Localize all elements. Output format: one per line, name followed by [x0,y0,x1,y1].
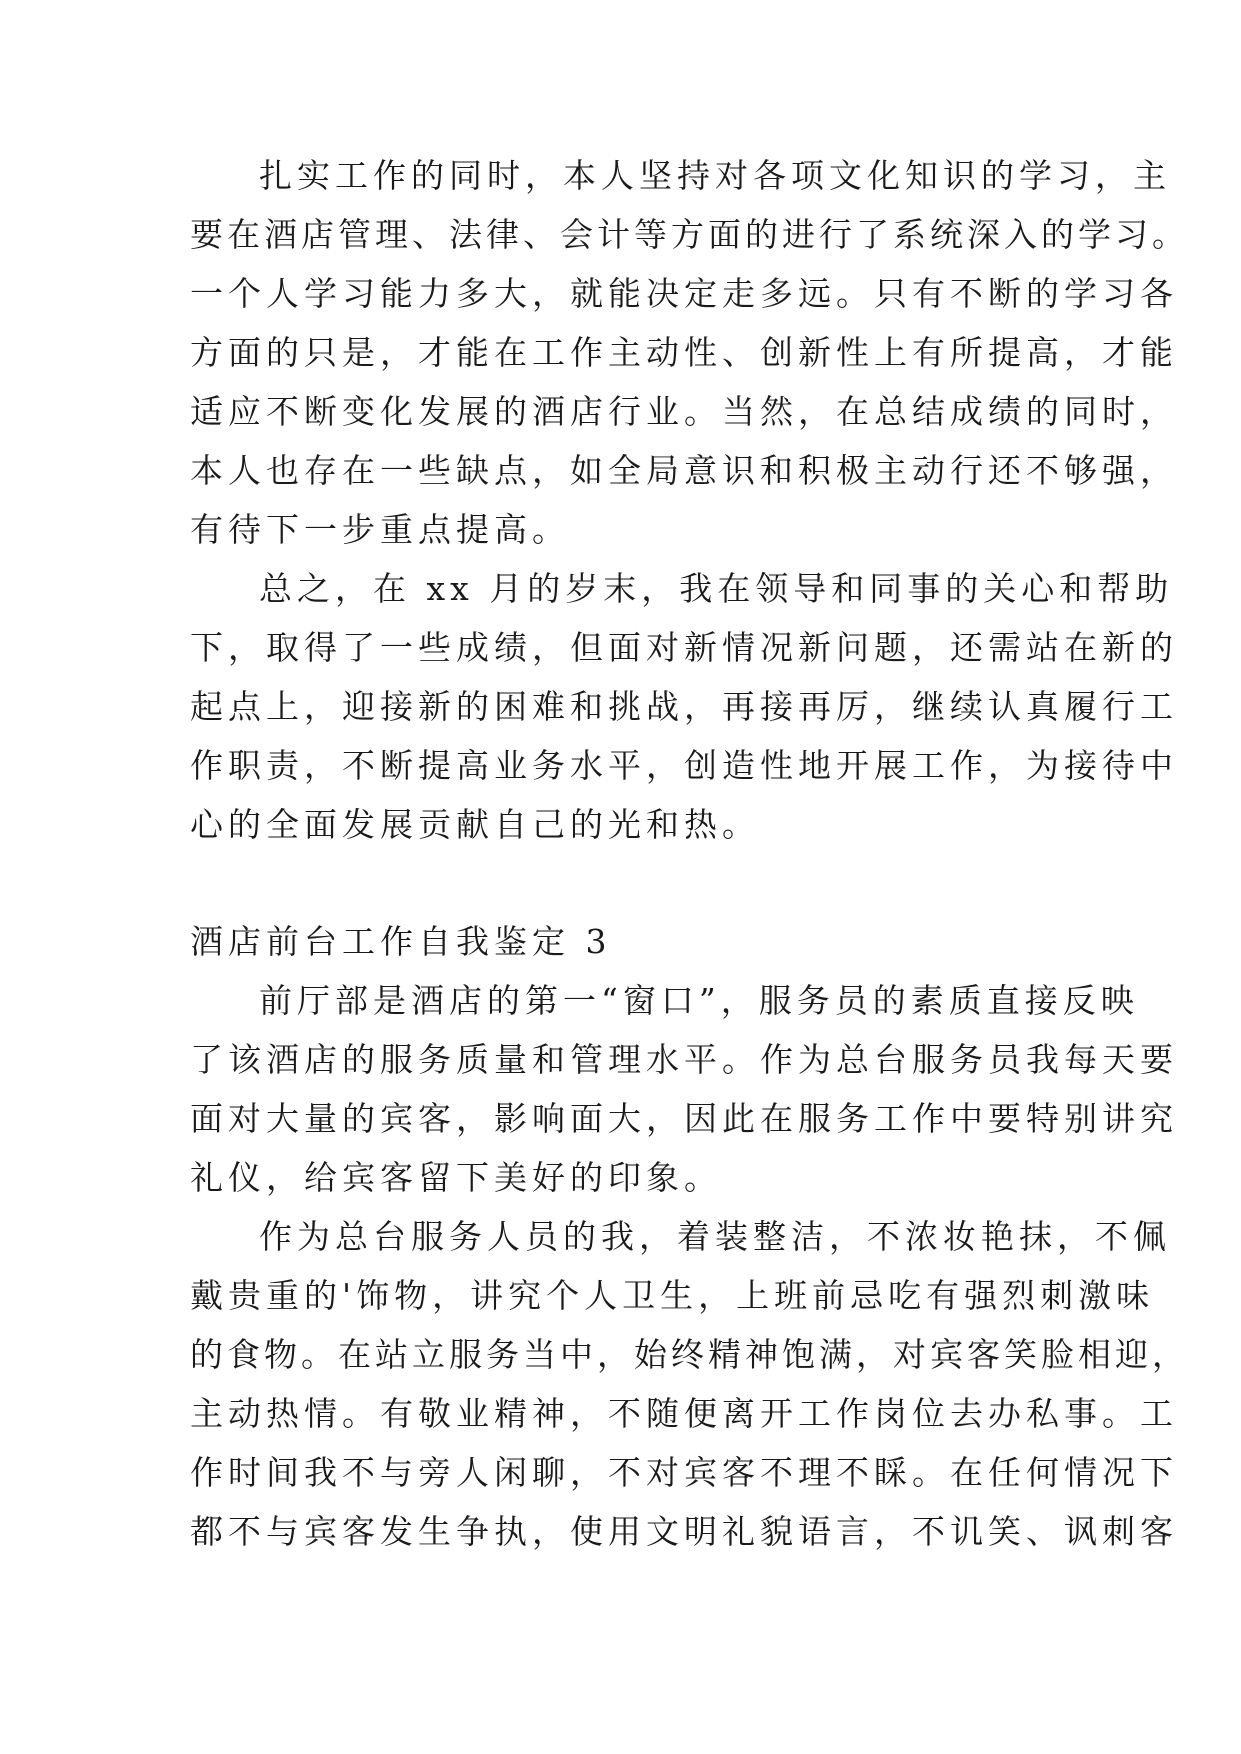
paragraph-line: 都不与宾客发生争执，使用文明礼貌语言，不讥笑、讽刺客 [190,1512,1178,1551]
paragraph-line: 主动热情。有敬业精神，不随便离开工作岗位去办私事。工 [190,1394,1178,1433]
paragraph-line: 起点上，迎接新的困难和挑战，再接再厉，继续认真履行工 [190,687,1178,726]
paragraph-line: 要在酒店管理、法律、会计等方面的进行了系统深入的学习。 [190,215,1189,254]
paragraph-line: 扎实工作的同时，本人坚持对各项文化知识的学习，主 [259,156,1171,195]
paragraph-line: 有待下一步重点提高。 [190,510,570,549]
paragraph-line: 礼仪，给宾客留下美好的印象。 [190,1158,722,1197]
paragraph-line: 了该酒店的服务质量和管理水平。作为总台服务员我每天要 [190,1040,1178,1079]
paragraph-line: 一个人学习能力多大，就能决定走多远。只有不断的学习各 [190,274,1178,313]
paragraph-line: 作为总台服务人员的我，着装整洁，不浓妆艳抹，不佩 [259,1217,1171,1256]
paragraph-line: 面对大量的宾客，影响面大，因此在服务工作中要特别讲究 [190,1099,1178,1138]
paragraph-line: 作时间我不与旁人闲聊，不对宾客不理不睬。在任何情况下 [190,1453,1178,1492]
paragraph-line: 戴贵重的'饰物，讲究个人卫生，上班前忌吃有强烈刺激味 [190,1276,1155,1315]
paragraph-line: 总之，在 xx 月的岁末，我在领导和同事的关心和帮助 [259,569,1174,608]
paragraph-line: 适应不断变化发展的酒店行业。当然，在总结成绩的同时， [190,392,1178,431]
paragraph-line: 本人也存在一些缺点，如全局意识和积极主动行还不够强， [190,451,1178,490]
paragraph-line: 作职责，不断提高业务水平，创造性地开展工作，为接待中 [190,746,1178,785]
paragraph-line: 前厅部是酒店的第一“窗口”，服务员的素质直接反映 [259,981,1139,1020]
paragraph-line: 下，取得了一些成绩，但面对新情况新问题，还需站在新的 [190,628,1178,667]
paragraph-line: 方面的只是，才能在工作主动性、创新性上有所提高，才能 [190,333,1178,372]
paragraph-line: 的食物。在站立服务当中，始终精神饱满，对宾客笑脸相迎， [190,1335,1189,1374]
paragraph-line: 心的全面发展贡献自己的光和热。 [190,805,760,844]
section-title: 酒店前台工作自我鉴定 3 [190,922,612,961]
